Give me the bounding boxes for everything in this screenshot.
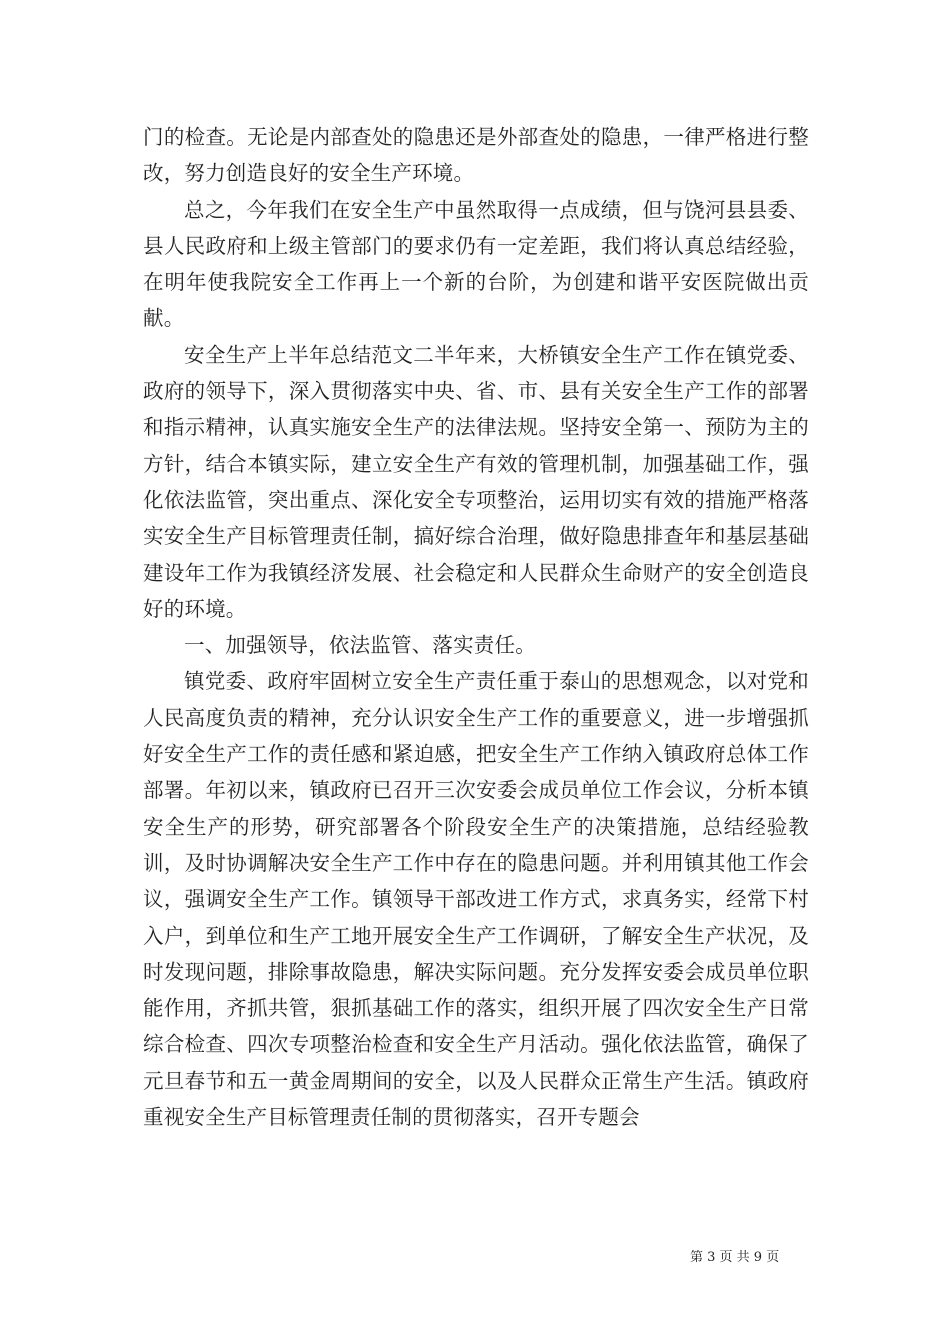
paragraph-2: 总之，今年我们在安全生产中虽然取得一点成绩，但与饶河县县委、县人民政府和上级主管部门的要求仍有一定差距，我们将认真总结经验，在明年使我院安全工作再上一个新的台阶，为创建和谐平安医院做出贡献。: [143, 197, 809, 331]
section-heading: 一、加强领导，依法监管、落实责任。: [184, 633, 536, 658]
paragraph-1: 门的检查。无论是内部查处的隐患还是外部查处的隐患，一律严格进行整改，努力创造良好的安全生产环境。: [143, 125, 809, 186]
paragraph-4: 镇党委、政府牢固树立安全生产责任重于泰山的思想观念，以对党和人民高度负责的精神，充分认识安全生产工作的重要意义，进一步增强抓好安全生产工作的责任感和紧迫感，把安全生产工作纳入镇政府总体工作部署。年初以来，镇政府已召开三次安委会成员单位工作会议，分析本镇安全生产的形势，研究部署各个阶段安全生产的决策措施，总结经验教训，及时协调解决安全生产工作中存在的隐患问题。并利用镇其他工作会议，强调安全生产工作。镇领导干部改进工作方式，求真务实，经常下村入户，到单位和生产工地开展安全生产工作调研，了解安全生产状况，及时发现问题，排除事故隐患，解决实际问题。充分发挥安委会成员单位职能作用，齐抓共管，狠抓基础工作的落实，组织开展了四次安全生产日常综合检查、四次专项整治检查和安全生产月活动。强化依法监管，确保了元旦春节和五一黄金周期间的安全，以及人民群众正常生产生活。镇政府重视安全生产目标管理责任制的贯彻落实，召开专题会: [143, 669, 809, 1130]
page-number-footer: 第 3 页 共 9 页: [690, 1250, 780, 1265]
paragraph-3: 安全生产上半年总结范文二半年来，大桥镇安全生产工作在镇党委、政府的领导下，深入贯彻落实中央、省、市、县有关安全生产工作的部署和指示精神，认真实施安全生产的法律法规。坚持安全第一、预防为主的方针，结合本镇实际，建立安全生产有效的管理机制，加强基础工作，强化依法监管，突出重点、深化安全专项整治，运用切实有效的措施严格落实安全生产目标管理责任制，搞好综合治理，做好隐患排查年和基层基础建设年工作为我镇经济发展、社会稳定和人民群众生命财产的安全创造良好的环境。: [143, 342, 809, 621]
document-body: [143, 119, 809, 1135]
